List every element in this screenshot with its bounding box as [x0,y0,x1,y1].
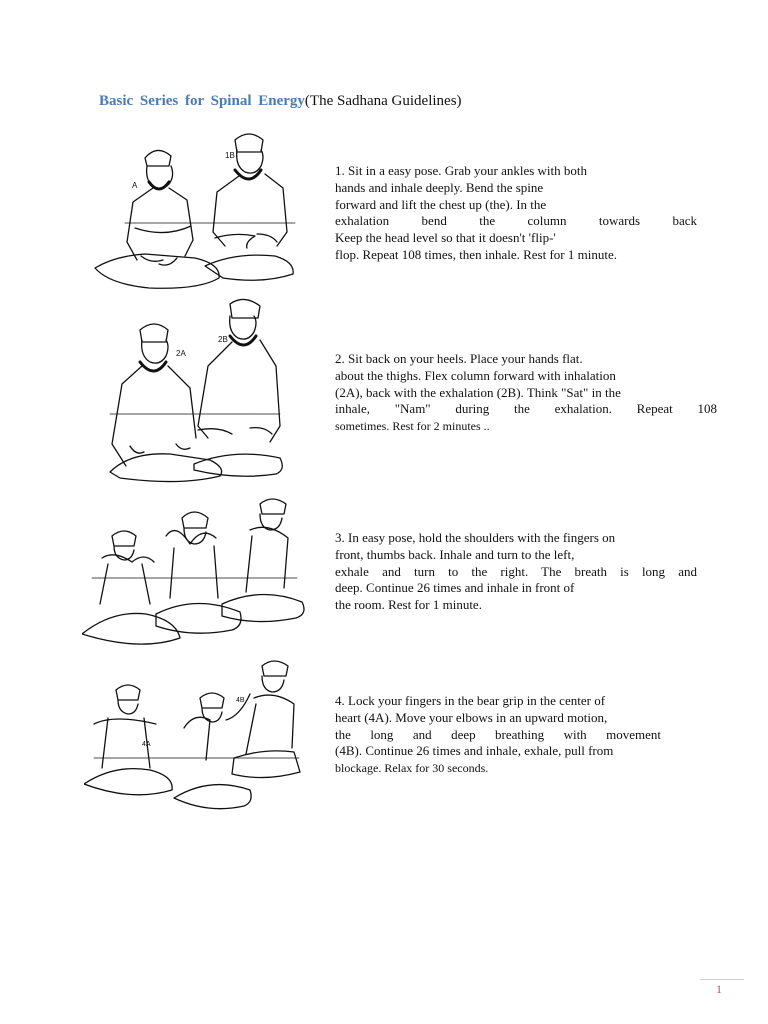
step-1-line-2: hands and inhale deeply. Bend the spine [335,179,544,195]
figure-1-label-a: A [132,181,138,190]
step-4-line-3: the long and deep breathing with movement [335,726,661,742]
figure-4-label-b: 4B [236,697,245,704]
step-4-line-1: 4. Lock your fingers in the bear grip in the center of [335,693,606,708]
page-title [99,93,462,110]
footer-rule [700,979,744,980]
step-4-line-4: (4B). Continue 26 times and inhale, exhale, pull from [335,743,614,759]
figure-2-kneeling-spine-flex [90,296,290,488]
step-4-line-5: blockage. Relax for 30 seconds. [335,761,489,776]
step-1-line-5: Keep the head level so that it doesn't 'flip-' [335,230,556,246]
title-series-name: Basic Series for Spinal Energy [99,93,305,109]
step-2-line-2: about the thighs. Flex column forward with inhalation [335,367,616,383]
step-1-line-3: forward and lift the chest up (the). In the [335,196,547,212]
figure-3-spine-twist [82,496,308,656]
step-3-line-1: 3. In easy pose, hold the shoulders with the fingers on [335,530,616,545]
title-subtitle: (The Sadhana Guidelines) [304,93,462,109]
figure-4-label-a: 4A [142,741,151,748]
step-4-line-2: heart (4A). Move your elbows in an upward motion, [335,709,608,725]
step-3-line-5: the room. Rest for 1 minute. [335,597,482,613]
figure-2-label-b: 2B [218,335,228,344]
step-2-line-1: 2. Sit back on your heels. Place your hands flat. [335,351,583,366]
step-2-line-5: sometimes. Rest for 2 minutes .. [335,419,490,434]
step-1-line-4: exhalation bend the column towards back [335,213,697,229]
figure-4-bear-grip [84,658,306,816]
step-1-text [335,163,697,264]
step-3-text [335,530,697,614]
figure-1-seated-spine-flex [85,128,310,298]
figure-2-label-a: 2A [176,349,186,358]
step-2-line-3: (2A), back with the exhalation (2B). Think "Sat" in the [335,384,621,400]
page-number: 1 [716,982,722,996]
step-3-line-2: front, thumbs back. Inhale and turn to the left, [335,546,575,562]
step-4-text [335,693,697,777]
step-3-line-4: deep. Continue 26 times and inhale in front of [335,580,575,596]
step-1-line-1: 1. Sit in a easy pose. Grab your ankles with both [335,163,588,178]
step-1-line-6: flop. Repeat 108 times, then inhale. Rest for 1 minute. [335,246,617,262]
step-2-text [335,351,717,435]
step-3-line-3: exhale and turn to the right. The breath is long and [335,563,697,579]
figure-1-label-b: 1B [225,151,235,160]
step-2-line-4: inhale, "Nam" during the exhalation. Repeat 108 [335,401,717,417]
